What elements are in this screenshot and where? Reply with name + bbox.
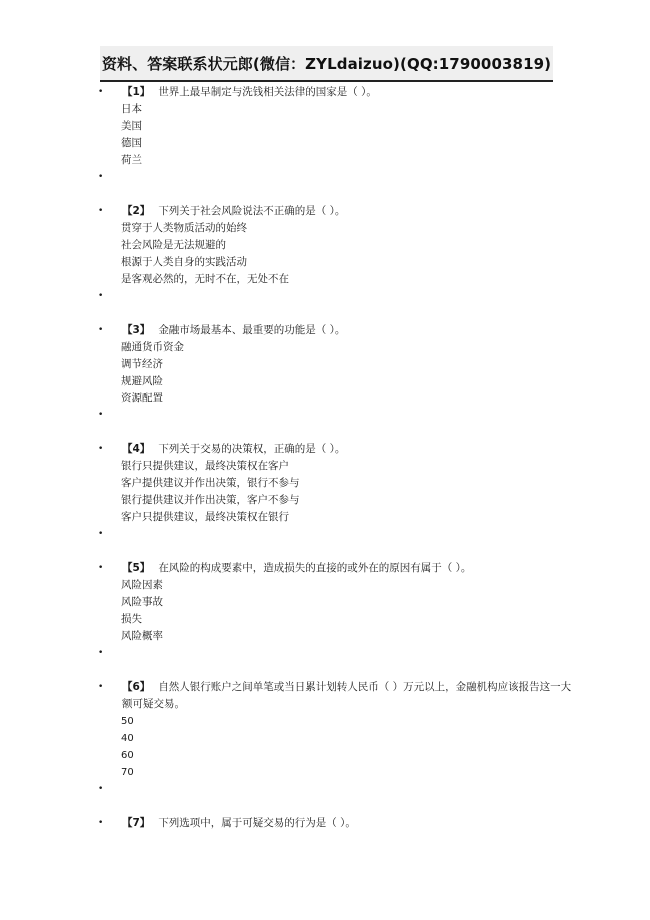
option[interactable]: 银行只提供建议，最终决策权在客户	[121, 460, 289, 472]
question-number: 【4】	[122, 443, 151, 455]
option[interactable]: 客户提供建议并作出决策，银行不参与	[121, 477, 300, 489]
question-stem	[96, 203, 576, 220]
question-number: 【1】	[122, 86, 151, 98]
option-list	[96, 101, 576, 169]
separator	[96, 169, 576, 186]
bullet-icon: •	[98, 784, 104, 794]
question-text: 下列关于交易的决策权，正确的是（ ）。	[158, 443, 346, 455]
bullet-icon: •	[98, 291, 104, 301]
bullet-icon: •	[98, 410, 104, 420]
bullet-icon: •	[98, 818, 104, 828]
question-stem	[96, 815, 576, 832]
option[interactable]: 银行提供建议并作出决策，客户不参与	[121, 494, 300, 506]
header-banner	[100, 46, 553, 82]
separator	[96, 288, 576, 305]
question-number: 【6】	[122, 681, 151, 693]
bullet-icon: •	[98, 325, 104, 335]
question-number: 【2】	[122, 205, 151, 217]
bullet-icon: •	[98, 682, 104, 692]
question-stem	[96, 560, 576, 577]
header-banner-text: 资料、答案联系状元郎(微信：ZYLdaizuo)(QQ:1790003819)	[101, 54, 552, 73]
bullet-icon: •	[98, 563, 104, 573]
option[interactable]: 贯穿于人类物质活动的始终	[121, 222, 247, 234]
question-text: 世界上最早制定与洗钱相关法律的国家是（ ）。	[158, 86, 377, 98]
question-stem	[96, 441, 576, 458]
separator	[96, 526, 576, 543]
option[interactable]: 根源于人类自身的实践活动	[121, 256, 247, 268]
bullet-icon: •	[98, 444, 104, 454]
option[interactable]: 是客观必然的，无时不在，无处不在	[121, 273, 289, 285]
question-number: 【7】	[122, 817, 151, 829]
option[interactable]: 损失	[121, 613, 142, 625]
option[interactable]: 风险因素	[121, 579, 163, 591]
question-list	[96, 84, 576, 832]
option[interactable]: 融通货币资金	[121, 341, 184, 353]
question-text: 下列关于社会风险说法不正确的是（ ）。	[158, 205, 346, 217]
option[interactable]: 客户只提供建议，最终决策权在银行	[121, 511, 289, 523]
option[interactable]: 荷兰	[121, 154, 142, 166]
separator	[96, 781, 576, 798]
question-number: 【5】	[122, 562, 151, 574]
option[interactable]: 40	[121, 733, 134, 744]
separator	[96, 645, 576, 662]
question-2	[96, 203, 576, 322]
option-list	[96, 458, 576, 526]
option[interactable]: 社会风险是无法规避的	[121, 239, 226, 251]
option-list	[96, 713, 576, 781]
question-number: 【3】	[122, 324, 151, 336]
option[interactable]: 规避风险	[121, 375, 163, 387]
question-1	[96, 84, 576, 203]
option[interactable]: 50	[121, 716, 134, 727]
bullet-icon: •	[98, 648, 104, 658]
question-text: 金融市场最基本、最重要的功能是（ ）。	[158, 324, 346, 336]
question-4	[96, 441, 576, 560]
bullet-icon: •	[98, 87, 104, 97]
option[interactable]: 美国	[121, 120, 142, 132]
question-5	[96, 560, 576, 679]
option[interactable]: 日本	[121, 103, 142, 115]
question-6	[96, 679, 576, 815]
bullet-icon: •	[98, 529, 104, 539]
option-list	[96, 339, 576, 407]
option[interactable]: 德国	[121, 137, 142, 149]
option-list	[96, 577, 576, 645]
question-text: 自然人银行账户之间单笔或当日累计划转人民币（ ）万元以上，金融机构应该报告这一大额可疑交易。	[122, 681, 572, 710]
option[interactable]: 调节经济	[121, 358, 163, 370]
bullet-icon: •	[98, 206, 104, 216]
option[interactable]: 风险事故	[121, 596, 163, 608]
option[interactable]: 资源配置	[121, 392, 163, 404]
option-list	[96, 220, 576, 288]
option[interactable]: 70	[121, 767, 134, 778]
question-3	[96, 322, 576, 441]
option[interactable]: 60	[121, 750, 134, 761]
question-stem	[96, 322, 576, 339]
question-text: 在风险的构成要素中，造成损失的直接的或外在的原因有属于（ ）。	[158, 562, 472, 574]
separator	[96, 407, 576, 424]
option[interactable]: 风险概率	[121, 630, 163, 642]
bullet-icon: •	[98, 172, 104, 182]
question-text: 下列选项中，属于可疑交易的行为是（ ）。	[158, 817, 356, 829]
question-stem	[96, 84, 576, 101]
question-stem	[96, 679, 576, 713]
question-7	[96, 815, 576, 832]
